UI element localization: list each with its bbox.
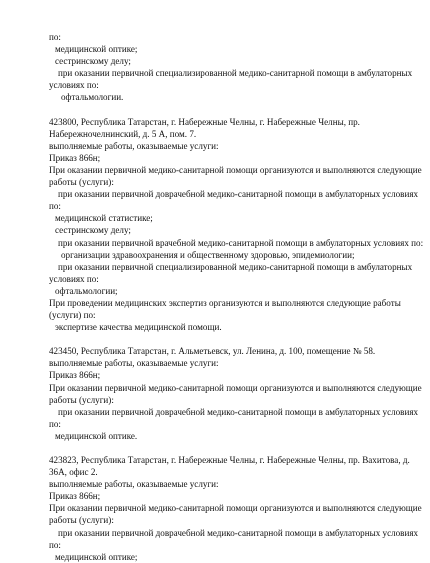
- text-line: выполняемые работы, оказываемые услуги:: [49, 479, 219, 490]
- text-line: 36А, офис 2.: [49, 467, 98, 478]
- text-line: 423800, Республика Татарстан, г. Набережные Челны, г. Набережные Челны, пр.: [49, 116, 360, 127]
- text-line: по:: [49, 418, 61, 429]
- text-line: экспертизе качества медицинской помощи.: [55, 322, 222, 333]
- text-line: выполняемые работы, оказываемые услуги:: [49, 140, 219, 151]
- text-line: условиях по:: [49, 80, 99, 91]
- text-line: офтальмологии;: [55, 285, 118, 296]
- text-line: при оказании первичной врачебной медико-санитарной помощи в амбулаторных условиях по:: [58, 237, 424, 248]
- text-line: сестринскому делу;: [55, 56, 131, 67]
- text-line: При оказании первичной медико-санитарной помощи организуются и выполняются следующие: [49, 503, 422, 514]
- text-line: При проведении медицинских экспертиз организуются и выполняются следующие работы: [49, 297, 401, 308]
- text-line: при оказании первичной доврачебной медико-санитарной помощи в амбулаторных условиях: [58, 189, 419, 200]
- text-line: При оказании первичной медико-санитарной помощи организуются и выполняются следующие: [49, 382, 422, 393]
- text-line: при оказании первичной специализированной медико-санитарной помощи в амбулаторных: [58, 261, 413, 272]
- text-line: по:: [49, 32, 61, 42]
- text-line: офтальмологии.: [61, 92, 124, 103]
- text-line: медицинской статистике;: [55, 213, 153, 224]
- paragraph-gap: [49, 442, 410, 454]
- text-line: работы (услуги):: [49, 177, 114, 188]
- text-line: сестринскому делу;: [55, 225, 131, 236]
- text-line: по:: [49, 539, 61, 550]
- paragraph-gap: [49, 333, 410, 345]
- text-line: организации здравоохранения и общественному здоровью, эпидемиологии;: [61, 249, 355, 260]
- text-line: при оказании первичной доврачебной медико-санитарной помощи в амбулаторных условиях: [58, 527, 419, 538]
- text-line: Набережночелнинский, д. 5 А, пом. 7.: [49, 128, 197, 139]
- text-line: Приказ 866н;: [49, 152, 101, 163]
- text-line: условиях по:: [49, 273, 99, 284]
- text-line: по:: [49, 201, 61, 212]
- text-line: Приказ 866н;: [49, 491, 101, 502]
- paragraph-gap: [49, 104, 410, 116]
- text-line: медицинской оптике.: [55, 430, 138, 441]
- text-line: медицинской оптике;: [55, 551, 138, 562]
- text-line: при оказании первичной доврачебной медико-санитарной помощи в амбулаторных условиях: [58, 406, 419, 417]
- text-line: При оказании первичной медико-санитарной помощи организуются и выполняются следующие: [49, 164, 422, 175]
- text-line: выполняемые работы, оказываемые услуги:: [49, 358, 219, 369]
- text-line: (услуги) по:: [49, 310, 96, 321]
- text-line: при оказании первичной специализированной медико-санитарной помощи в амбулаторных: [58, 68, 413, 79]
- text-line: 423450, Республика Татарстан, г. Альметьевск, ул. Ленина, д. 100, помещение № 58.: [49, 346, 376, 357]
- text-line: работы (услуги):: [49, 394, 114, 405]
- text-line: Приказ 866н;: [49, 370, 101, 381]
- text-line: медицинской оптике;: [55, 44, 138, 55]
- text-line: работы (услуги):: [49, 515, 114, 526]
- text-line: 423823, Республика Татарстан, г. Набережные Челны, г. Набережные Челны, пр. Вахитова, д.: [49, 455, 410, 465]
